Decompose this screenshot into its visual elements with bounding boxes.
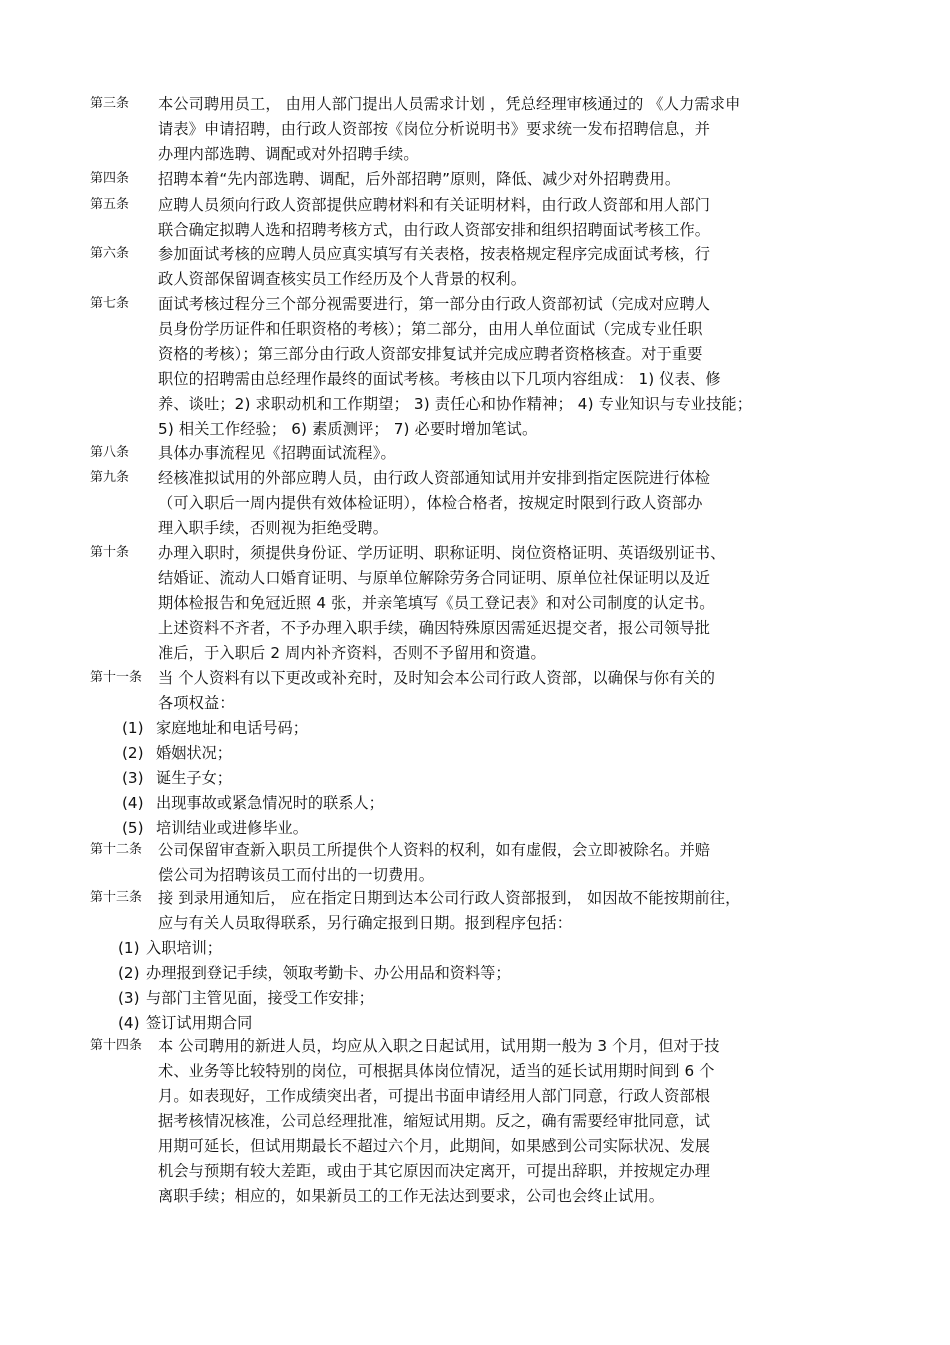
article-line: （可入职后一周内提供有效体检证明），体检合格者，按规定时限到行政人资部办	[158, 494, 703, 512]
article-number: 第八条	[90, 445, 130, 460]
list-item	[122, 766, 232, 791]
article-line: 月。如表现好，工作成绩突出者，可提出书面申请经用人部门同意，行政人资部根	[158, 1087, 711, 1105]
article-line: 期体检报告和免冠近照 4 张，并亲笔填写《员工登记表》和对公司制度的认定书。	[158, 594, 715, 612]
article-number: 第四条	[90, 171, 130, 186]
article-number: 第十一条	[90, 670, 143, 685]
article-number: 第九条	[90, 470, 130, 485]
article-number: 第十二条	[90, 842, 143, 857]
article-line: 本 公司聘用的新进人员，均应从入职之日起试用，试用期一般为 3 个月，但对于技	[158, 1037, 720, 1055]
article-line: 本公司聘用员工， 由用人部门提出人员需求计划 ，凭总经理审核通过的 《人力需求申	[158, 95, 741, 113]
article-line: 5) 相关工作经验； 6) 素质测评； 7) 必要时增加笔试。	[158, 420, 538, 438]
article-number: 第五条	[90, 197, 130, 212]
list-item	[122, 816, 308, 841]
list-text: 入职培训；	[146, 939, 222, 957]
list-text: 婚姻状况；	[156, 744, 232, 762]
list-marker: (1)	[122, 719, 144, 737]
article-line: 政人资部保留调查核实员工作经历及个人背景的权利。	[158, 270, 527, 288]
article-line: 应与有关人员取得联系，另行确定报到日期。报到程序包括：	[158, 914, 573, 932]
article-line: 术、业务等比较特别的岗位，可根据具体岗位情况，适当的延长试用期时间到 6 个	[158, 1062, 715, 1080]
article-line: 面试考核过程分三个部分视需要进行，第一部分由行政人资部初试（完成对应聘人	[158, 295, 711, 313]
article-line: 上述资料不齐者，不予办理入职手续，确因特殊原因需延迟提交者，报公司领导批	[158, 619, 711, 637]
list-marker: (4)	[122, 794, 144, 812]
article-line: 据考核情况核准，公司总经理批准，缩短试用期。反之，确有需要经审批同意，试	[158, 1112, 711, 1130]
article-line: 机会与预期有较大差距，或由于其它原因而决定离开，可提出辞职，并按规定办理	[158, 1162, 711, 1180]
list-item	[122, 741, 232, 766]
article-line: 招聘本着“先内部选聘、调配，后外部招聘”原则，降低、减少对外招聘费用。	[158, 170, 681, 188]
article-line: 资格的考核）；第三部分由行政人资部安排复试并完成应聘者资格核查。对于重要	[158, 345, 703, 363]
list-item	[122, 791, 384, 816]
article-number: 第十三条	[90, 890, 143, 905]
article-line: 应聘人员须向行政人资部提供应聘材料和有关证明材料，由行政人资部和用人部门	[158, 196, 711, 214]
list-marker: (2)	[118, 964, 140, 982]
list-text: 培训结业或进修毕业。	[156, 819, 308, 837]
article-line: 具体办事流程见《招聘面试流程》。	[158, 444, 396, 462]
article-line: 离职手续；相应的，如果新员工的工作无法达到要求，公司也会终止试用。	[158, 1187, 665, 1205]
list-marker: (2)	[122, 744, 144, 762]
article-line: 理入职手续，否则视为拒绝受聘。	[158, 519, 389, 537]
article-line: 养、谈吐；2) 求职动机和工作期望； 3) 责任心和协作精神； 4) 专业知识与专业技能；	[158, 395, 753, 413]
article-number: 第三条	[90, 96, 130, 111]
article-number: 第十四条	[90, 1038, 143, 1053]
article-line: 办理内部选聘、调配或对外招聘手续。	[158, 145, 419, 163]
article-line: 员身份学历证件和任职资格的考核）；第二部分，由用人单位面试（完成专业任职	[158, 320, 703, 338]
article-number: 第六条	[90, 246, 130, 261]
list-item	[122, 716, 308, 741]
article-line: 结婚证、流动人口婚育证明、与原单位解除劳务合同证明、原单位社保证明以及近	[158, 569, 711, 587]
list-item	[118, 986, 374, 1011]
article-line: 请表》申请招聘，由行政人资部按《岗位分析说明书》要求统一发布招聘信息，并	[158, 120, 711, 138]
list-text: 签订试用期合同	[146, 1014, 253, 1032]
article-line: 参加面试考核的应聘人员应真实填写有关表格，按表格规定程序完成面试考核，行	[158, 245, 711, 263]
list-item	[118, 936, 222, 961]
article-number: 第十条	[90, 545, 130, 560]
list-item	[118, 1011, 252, 1036]
article-line: 偿公司为招聘该员工而付出的一切费用。	[158, 866, 435, 884]
article-line: 经核准拟试用的外部应聘人员，由行政人资部通知试用并安排到指定医院进行体检	[158, 469, 711, 487]
list-marker: (3)	[118, 989, 140, 1007]
article-line: 当 个人资料有以下更改或补充时，及时知会本公司行政人资部，以确保与你有关的	[158, 669, 716, 687]
article-line: 用期可延长，但试用期最长不超过六个月，此期间，如果感到公司实际状况、发展	[158, 1137, 711, 1155]
list-text: 办理报到登记手续，领取考勤卡、办公用品和资料等；	[146, 964, 511, 982]
list-marker: (3)	[122, 769, 144, 787]
list-text: 出现事故或紧急情况时的联系人；	[156, 794, 384, 812]
article-line: 各项权益：	[158, 694, 235, 712]
list-marker: (1)	[118, 939, 140, 957]
list-marker: (4)	[118, 1014, 140, 1032]
list-text: 诞生子女；	[156, 769, 232, 787]
article-line: 准后，于入职后 2 周内补齐资料，否则不予留用和资遣。	[158, 644, 546, 662]
article-line: 办理入职时，须提供身份证、学历证明、职称证明、岗位资格证明、英语级别证书、	[158, 544, 726, 562]
list-item	[118, 961, 511, 986]
article-number: 第七条	[90, 296, 130, 311]
article-line: 职位的招聘需由总经理作最终的面试考核。考核由以下几项内容组成： 1) 仪表、修	[158, 370, 721, 388]
article-line: 联合确定拟聘人选和招聘考核方式，由行政人资部安排和组织招聘面试考核工作。	[158, 221, 711, 239]
list-text: 家庭地址和电话号码；	[156, 719, 308, 737]
list-marker: (5)	[122, 819, 144, 837]
list-text: 与部门主管见面，接受工作安排；	[146, 989, 374, 1007]
article-line: 接 到录用通知后， 应在指定日期到达本公司行政人资部报到， 如因故不能按期前往，	[158, 889, 741, 907]
article-line: 公司保留审查新入职员工所提供个人资料的权利，如有虚假，会立即被除名。并赔	[158, 841, 711, 859]
